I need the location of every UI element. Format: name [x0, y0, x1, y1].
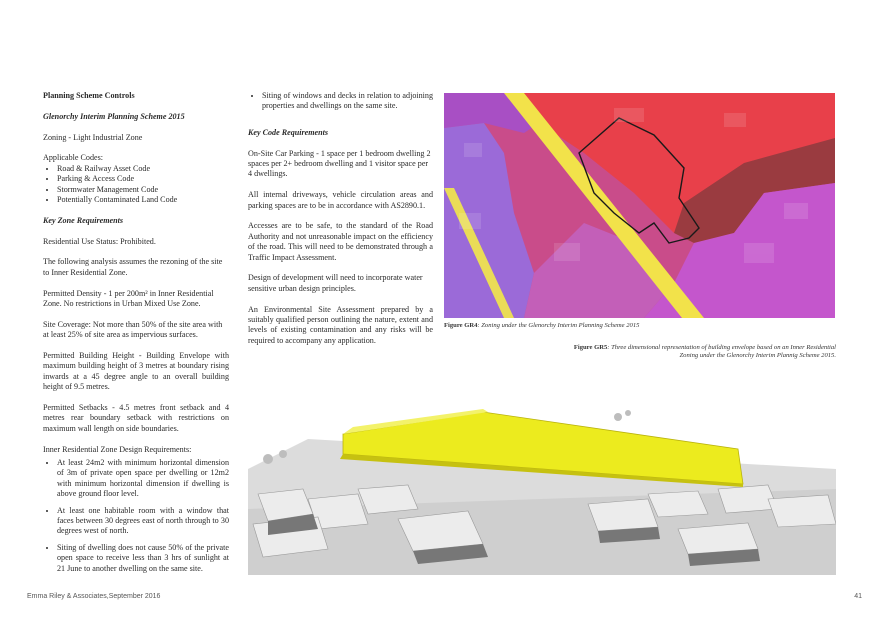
- key-zone-heading: Key Zone Requirements: [43, 215, 124, 225]
- driveways-text: All internal driveways, vehicle circulation areas and parking spaces are to be in accordance with AS2890.1.: [248, 190, 433, 210]
- setbacks-text: Permitted Setbacks - 4.5 metres front setback and 4 metres rear boundary setback with restrictions on maximum wall length on side boundaries.: [43, 403, 229, 433]
- coverage-text: Site Coverage: Not more than 50% of the site area with at least 25% of site area as impervious surfaces.: [43, 319, 223, 340]
- zoning-map-image: [444, 93, 835, 318]
- height-text: Permitted Building Height - Building Envelope with maximum building height of 3 metres at boundary rising inwards at a 45 degree angle to an overall building height of 9.5 metres.: [43, 351, 229, 392]
- middle-column: [248, 91, 433, 357]
- figure-gr5-caption: Figure GR5: Three dimensional representation of building envelope based on an Inner Residential Zoning under the Glenorchy Interim Plannig Scheme 2015.: [573, 344, 836, 359]
- footer-credit: Emma Riley & Associates,September 2016: [27, 593, 161, 600]
- render-image: [248, 399, 836, 575]
- siting-list: [248, 91, 433, 112]
- left-column: [43, 91, 229, 585]
- list-item: • Potentially Contaminated Land Code: [57, 195, 229, 205]
- accesses-text: Accesses are to be safe, to the standard of the Road Authority and not unreasonable impact on the efficiency of the road. This will need to be demonstrated through a Traffic Impact Assessment.: [248, 221, 433, 262]
- zoning-text: Zoning - Light Industrial Zone: [43, 132, 143, 142]
- page-number: 41: [854, 593, 862, 600]
- design-text: Design of development will need to incorporate water sensitive urban design principles.: [248, 273, 423, 293]
- list-item: • At least 24m2 with minimum horizontal dimension of 3m of private open space per dwelling or 12m2 with minimum horizontal dimension if dwelling is above ground floor level.: [57, 458, 229, 500]
- list-item: • At least one habitable room with a window that faces between 30 degrees east of north through to 30 degrees west of north.: [57, 506, 229, 537]
- zoning-map: [444, 93, 835, 318]
- design-list: [43, 458, 229, 574]
- design-title: Inner Residential Zone Design Requirements:: [43, 444, 192, 454]
- figure-gr4-caption: Figure GR4: Zoning under the Glenorchy Interim Planning Scheme 2015: [444, 322, 640, 329]
- density-text: Permitted Density - 1 per 200m² in Inner Residential Zone. No restrictions in Urban Mixed Use Zone.: [43, 288, 214, 309]
- analysis-text: The following analysis assumes the rezoning of the site to Inner Residential Zone.: [43, 257, 223, 277]
- list-item: • Stormwater Management Code: [57, 185, 229, 195]
- section-heading: Planning Scheme Controls: [43, 91, 135, 100]
- key-code-heading: Key Code Requirements: [248, 127, 329, 137]
- scheme-title: Glenorchy Interim Planning Scheme 2015: [43, 111, 185, 121]
- list-item: • Parking & Access Code: [57, 174, 229, 184]
- residential-use-text: Residential Use Status: Prohibited.: [43, 236, 156, 246]
- list-item: • Siting of windows and decks in relation to adjoining properties and dwellings on the same site.: [262, 91, 433, 112]
- building-envelope-render: [248, 399, 836, 575]
- list-item: • Siting of dwelling does not cause 50% of the private open space to receive less than 3 hrs of sunlight at 21 June to another dwelling on the same site.: [57, 543, 229, 574]
- codes-title: Applicable Codes:: [43, 153, 104, 163]
- codes-list: [43, 164, 229, 206]
- list-item: • Road & Railway Asset Code: [57, 164, 229, 174]
- parking-text: On-Site Car Parking - 1 space per 1 bedroom dwelling 2 spaces per 2+ bedroom dwelling and 1 visitor space per 4 dwellings.: [248, 148, 431, 179]
- esa-text: An Environmental Site Assessment prepared by a suitably qualified person outlining the nature, extent and levels of existing contamination and any risks will be required to accompany any application.: [248, 304, 433, 345]
